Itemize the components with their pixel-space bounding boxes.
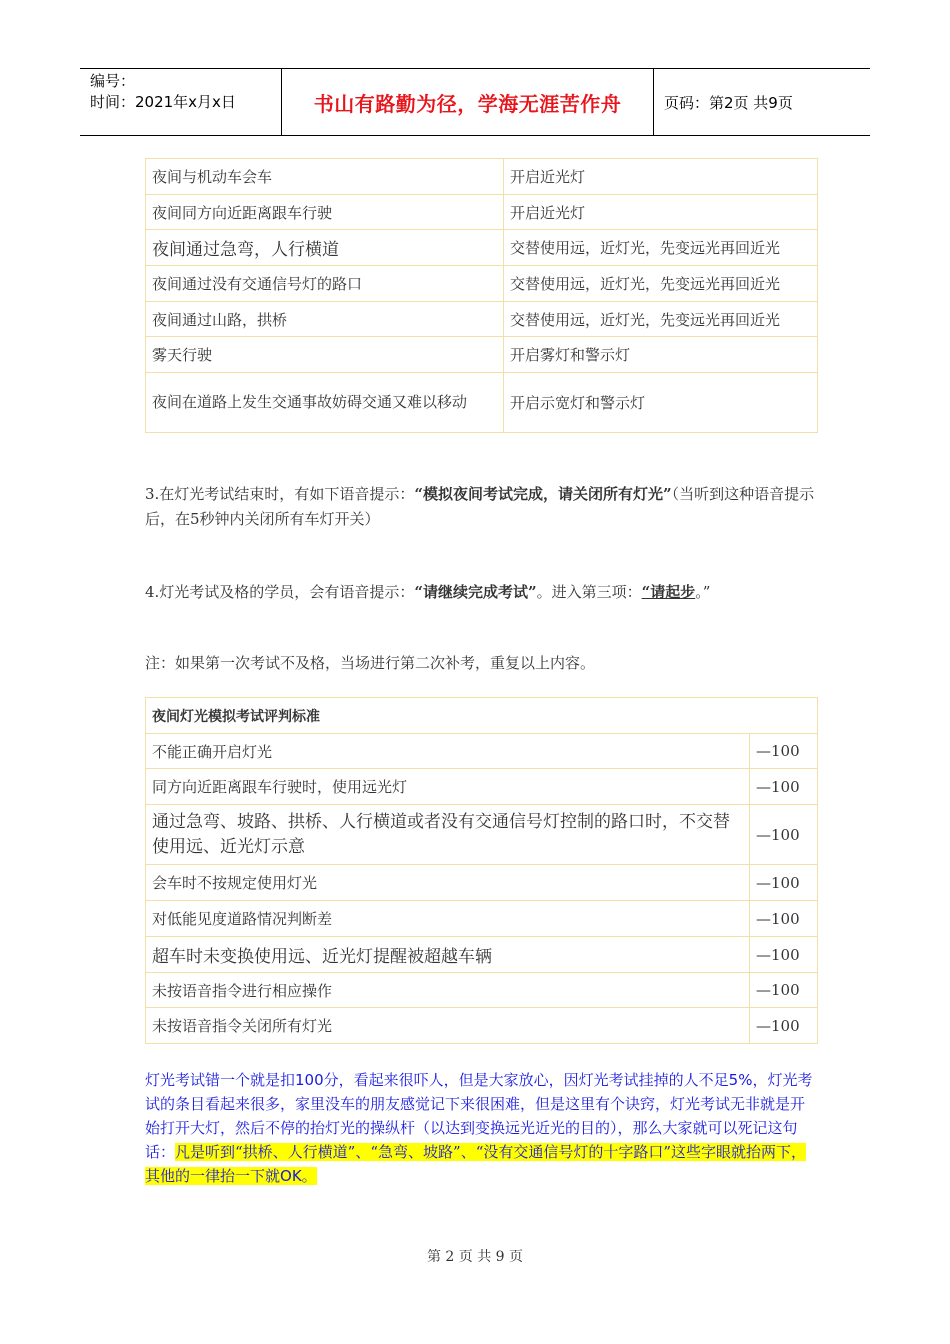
table-row [146, 195, 818, 230]
para4-bold1: “请继续完成考试” [414, 583, 537, 601]
table-row [146, 230, 818, 266]
tip-highlight: OK [280, 1167, 302, 1185]
table-cell: 夜间通过急弯，人行横道 [146, 230, 504, 266]
tip-paragraph [145, 1068, 817, 1188]
table-row [146, 302, 818, 337]
table-cell: 开启近光灯 [504, 195, 818, 230]
para4-bold2: “请起步 [641, 583, 696, 601]
note: 注：如果第一次考试不及格，当场进行第二次补考，重复以上内容。 [145, 654, 596, 672]
table-cell: 开启示宽灯和警示灯 [504, 373, 818, 433]
paragraph-4 [145, 580, 817, 605]
header-meta [80, 69, 282, 135]
table-cell: 超车时未变换使用远、近光灯提醒被超越车辆 [146, 937, 750, 973]
table-row [146, 805, 818, 865]
table-cell: 夜间与机动车会车 [146, 159, 504, 195]
tip-text: 灯光考试错一个就是扣 [145, 1071, 296, 1089]
header-page-info: 页码：第2页 共9页 [664, 93, 793, 112]
header-time: 时间：2021年x月x日 [90, 93, 236, 111]
tip-text: ，灯光考试的条目看起来很多，家里没车的朋友感觉记下来很困难，但是这里有个诀窍，灯光考试无非就是开始打开大灯，然后不停的抬灯光的操纵杆（以达到变换远光近光的目的），那么大家就可以死记这句话： [145, 1071, 813, 1161]
table-cell: 会车时不按规定使用灯光 [146, 865, 750, 901]
table-cell: 夜间通过山路，拱桥 [146, 302, 504, 337]
para3-bold: “模拟夜间考试完成，请关闭所有灯光” [414, 485, 672, 503]
score-cell: —100 [750, 901, 818, 937]
table-cell: 雾天行驶 [146, 337, 504, 373]
table-cell: 开启近光灯 [504, 159, 818, 195]
para4-prefix: 4.灯光考试及格的学员，会有语音提示： [145, 583, 415, 601]
table-cell: 同方向近距离跟车行驶时，使用远光灯 [146, 769, 750, 805]
table-cell: 未按语音指令进行相应操作 [146, 973, 750, 1008]
table-row [146, 373, 818, 433]
para3-suffix: （当听到这种语音提示后，在5秒钟内关闭所有车灯开关） [145, 485, 815, 528]
table-cell: 对低能见度道路情况判断差 [146, 901, 750, 937]
page-header [80, 68, 870, 136]
table-row [146, 865, 818, 901]
score-cell: —100 [750, 865, 818, 901]
table-row [146, 769, 818, 805]
tip-highlight: 凡是听到“拱桥、人行横道”、“急弯、坡路”、“没有交通信号灯的十字路口”这些字眼就抬两下，其他的一律抬一下就 [145, 1143, 807, 1185]
table-cell: 通过急弯、坡路、拱桥、人行横道或者没有交通信号灯控制的路口时，不交替使用远、近光灯示意 [146, 805, 750, 865]
table-row [146, 266, 818, 302]
tip-text: 分，看起来很吓人，但是大家放心，因灯光考试挂掉的人不足 [323, 1071, 729, 1089]
para3-prefix: 3.在灯光考试结束时，有如下语音提示： [145, 485, 415, 503]
table-row [146, 937, 818, 973]
light-rules-table [145, 158, 818, 433]
para4-end: 。” [695, 583, 711, 601]
table-row [146, 973, 818, 1008]
page-footer: 第 2 页 共 9 页 [426, 1249, 524, 1265]
tip-number: 100 [295, 1071, 324, 1089]
table-cell: 交替使用远，近灯光，先变远光再回近光 [504, 302, 818, 337]
score-cell: —100 [750, 973, 818, 1008]
score-cell: —100 [750, 805, 818, 865]
paragraph-3 [145, 482, 817, 532]
tip-number: 5% [728, 1071, 753, 1089]
table-row [146, 901, 818, 937]
score-cell: —100 [750, 769, 818, 805]
table-cell: 夜间同方向近距离跟车行驶 [146, 195, 504, 230]
score-cell: —100 [750, 1008, 818, 1044]
tip-highlight: 。 [301, 1167, 317, 1185]
table-cell: 不能正确开启灯光 [146, 734, 750, 769]
table-title: 夜间灯光模拟考试评判标准 [146, 698, 818, 734]
table-cell: 夜间通过没有交通信号灯的路口 [146, 266, 504, 302]
table-title-row [146, 698, 818, 734]
header-motto: 书山有路勤为径，学海无涯苦作舟 [282, 69, 654, 135]
table-row [146, 159, 818, 195]
score-cell: —100 [750, 734, 818, 769]
table-cell: 交替使用远，近灯光，先变远光再回近光 [504, 266, 818, 302]
table-row [146, 337, 818, 373]
score-cell: —100 [750, 937, 818, 973]
table-cell: 未按语音指令关闭所有灯光 [146, 1008, 750, 1044]
scoring-table [145, 697, 818, 1044]
table-row [146, 1008, 818, 1044]
table-cell: 开启雾灯和警示灯 [504, 337, 818, 373]
table-cell: 夜间在道路上发生交通事故妨碍交通又难以移动 [146, 373, 504, 433]
header-number: 编号： [90, 72, 136, 90]
table-cell: 交替使用远，近灯光，先变远光再回近光 [504, 230, 818, 266]
para4-middle: 。进入第三项： [536, 583, 642, 601]
table-row [146, 734, 818, 769]
